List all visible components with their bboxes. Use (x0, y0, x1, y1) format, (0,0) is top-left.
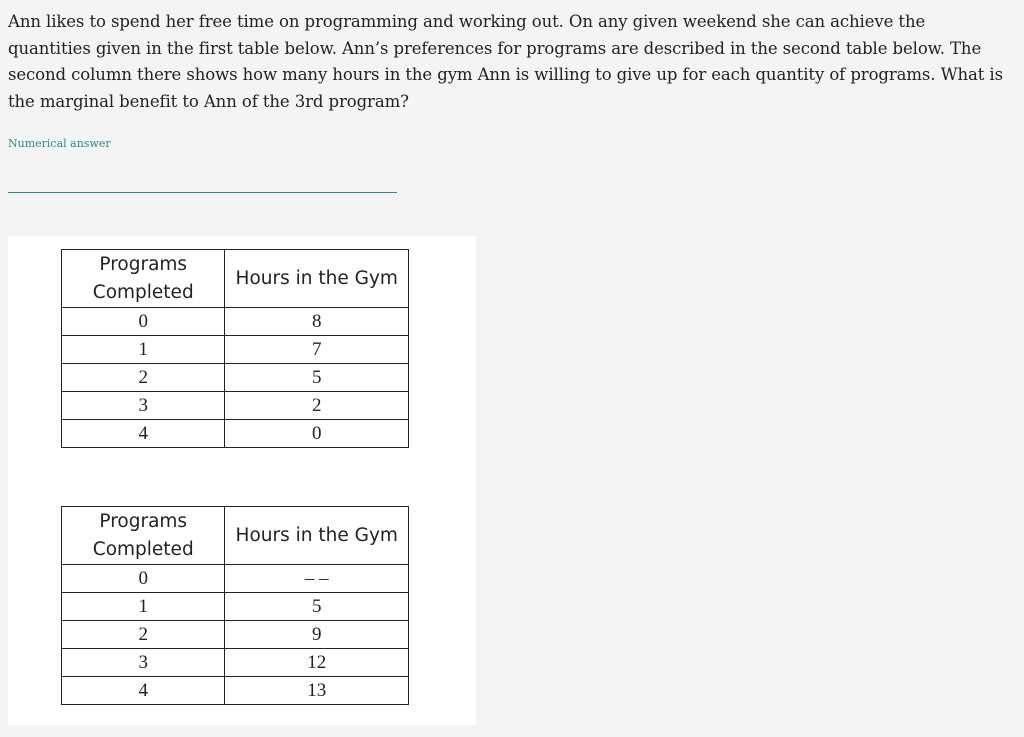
preferences-table (61, 506, 409, 705)
hours-cell: 9 (225, 621, 409, 649)
programs-cell: 2 (62, 364, 225, 392)
programs-cell: 4 (62, 420, 225, 448)
hours-cell: 12 (225, 649, 409, 677)
header-programs-completed: Programs Completed (62, 507, 225, 565)
programs-cell: 4 (62, 677, 225, 705)
programs-cell: 1 (62, 593, 225, 621)
answer-label: Numerical answer (8, 137, 111, 150)
table-row (62, 420, 409, 448)
programs-cell: 1 (62, 336, 225, 364)
hours-cell: – – (225, 565, 409, 593)
programs-cell: 3 (62, 392, 225, 420)
hours-cell: 7 (225, 336, 409, 364)
hours-cell: 2 (225, 392, 409, 420)
header-hours-in-gym: Hours in the Gym (225, 507, 409, 565)
programs-cell: 0 (62, 308, 225, 336)
hours-cell: 0 (225, 420, 409, 448)
table-row (62, 336, 409, 364)
hours-cell: 5 (225, 364, 409, 392)
table-header-row (62, 507, 409, 565)
table-row (62, 649, 409, 677)
header-programs-completed: Programs Completed (62, 250, 225, 308)
table-row (62, 593, 409, 621)
table-row (62, 621, 409, 649)
table-header-row (62, 250, 409, 308)
table-row (62, 364, 409, 392)
table-row (62, 308, 409, 336)
programs-cell: 2 (62, 621, 225, 649)
table-row (62, 392, 409, 420)
table-row (62, 677, 409, 705)
tables-image (8, 236, 476, 725)
header-hours-in-gym: Hours in the Gym (225, 250, 409, 308)
programs-cell: 3 (62, 649, 225, 677)
hours-cell: 8 (225, 308, 409, 336)
numerical-answer-input[interactable] (8, 168, 397, 193)
production-table (61, 249, 409, 448)
table-row (62, 565, 409, 593)
hours-cell: 5 (225, 593, 409, 621)
hours-cell: 13 (225, 677, 409, 705)
programs-cell: 0 (62, 565, 225, 593)
question-text: Ann likes to spend her free time on programming and working out. On any given weekend she can achieve the quantities given in the first table below. Ann’s preferences for programs are described in the second table below. The second column there shows how many hours in the gym Ann is willing to give up for each quantity of programs. What is the marginal benefit to Ann of the 3rd program? (8, 12, 1003, 111)
